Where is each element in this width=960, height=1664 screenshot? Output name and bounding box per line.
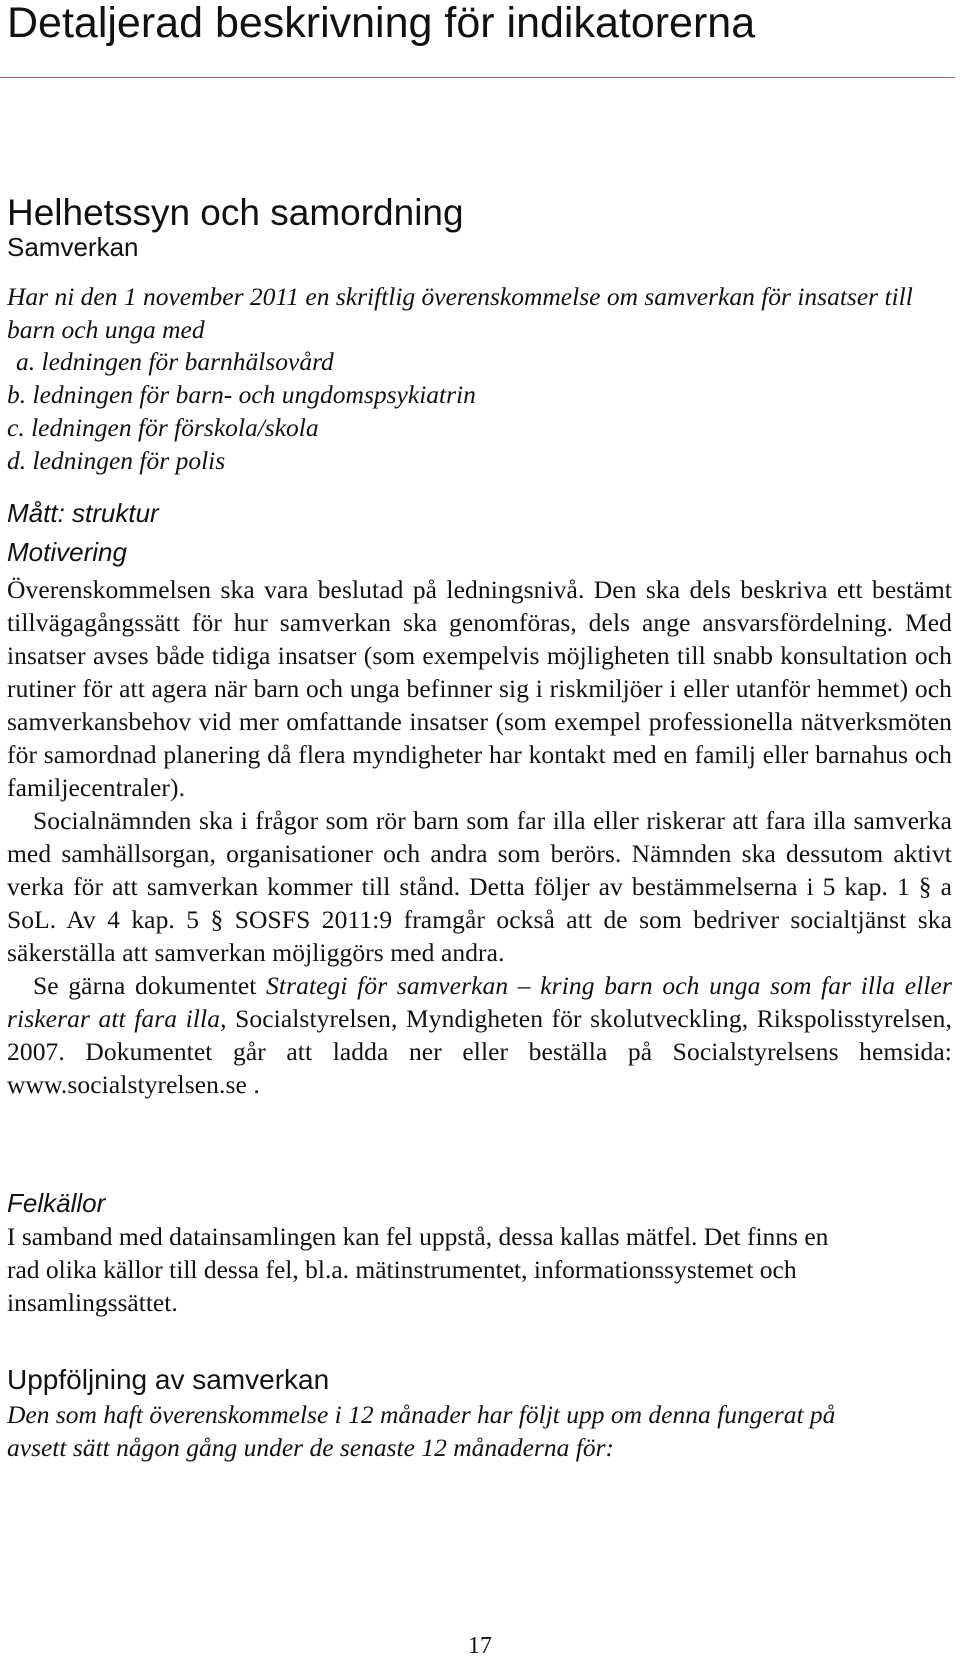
motivation-paragraph-2: Socialnämnden ska i frågor som rör barn som far illa eller riskerar att fara illa samverka med samhällsorgan, organisationer och andra som berörs. Nämnden ska dessutom aktivt verka för att samverkan kommer till stånd. Detta följer av bestämmelserna i 5 kap. 1 § a SoL. Av 4 kap. 5 § SOSFS 2011:9 framgår också att de som bedriver socialtjänst ska säkerställa att samverkan möjliggörs med andra. [7,806,952,967]
motivation-paragraph-1: Överenskommelsen ska vara beslutad på ledningsnivå. Den ska dels beskriva ett bestämt tillvägagångssätt för hur samverkan ska genomföras, dels ange ansvarsfördelning. Med insatser avses både tidiga insatser (som exempelvis möjligheten till snabb konsultation och rutiner för att agera när barn och unga befinner sig i riskmiljöer i eller utanför hemmet) och samverkansbehov vid mer omfattande insatser (som exempel professionella nätverksmöten för samordnad planering då flera myndigheter har kontakt med en familj eller barnahus och familjecentraler). [7,575,952,802]
indicator-question: Har ni den 1 november 2011 en skriftlig överenskommelse om samverkan för insatser till barn och unga med [7,282,913,344]
answer-options-list [7,345,476,477]
followup-question: Den som haft överenskommelse i 12 månader har följt upp om denna fungerat på avsett sätt någon gång under de senaste 12 månaderna för: [7,1400,836,1462]
section-heading: Helhetssyn och samordning [7,192,464,233]
option-a: a. ledningen för barnhälsovård [16,347,334,376]
error-sources-heading: Felkällor [7,1188,106,1218]
measure-label: Mått: struktur [7,498,159,528]
option-b: b. ledningen för barn- och ungdomspsykiatrin [7,380,476,409]
page-number: 17 [468,1633,492,1659]
title-divider [0,77,955,78]
indicator-heading: Samverkan [7,232,139,262]
error-sources-text: I samband med datainsamlingen kan fel uppstå, dessa kallas mätfel. Det finns en rad olika källor till dessa fel, bl.a. mätinstrumentet, informationssystemet och insamlingssättet. [7,1222,829,1317]
option-c: c. ledningen för förskola/skola [7,413,319,442]
motivation-heading: Motivering [7,537,127,567]
reference-lead: Se gärna dokumentet [33,971,267,1000]
reference-paragraph [7,969,952,1101]
followup-heading: Uppföljning av samverkan [7,1364,330,1395]
reference-rest: Socialstyrelsen, Myndigheten för skolutveckling, Rikspolisstyrelsen, 2007. Dokumentet går att ladda ner eller beställa på Socialstyrelsens hemsida: www.socialstyrelsen.se . [7,1004,952,1099]
option-d: d. ledningen för polis [7,446,226,475]
document-title: Detaljerad beskrivning för indikatorerna [7,0,756,47]
motivation-body [7,573,952,1101]
reference-title: Strategi för samverkan – kring barn och unga som far illa eller riskerar att fara illa, [7,971,952,1033]
